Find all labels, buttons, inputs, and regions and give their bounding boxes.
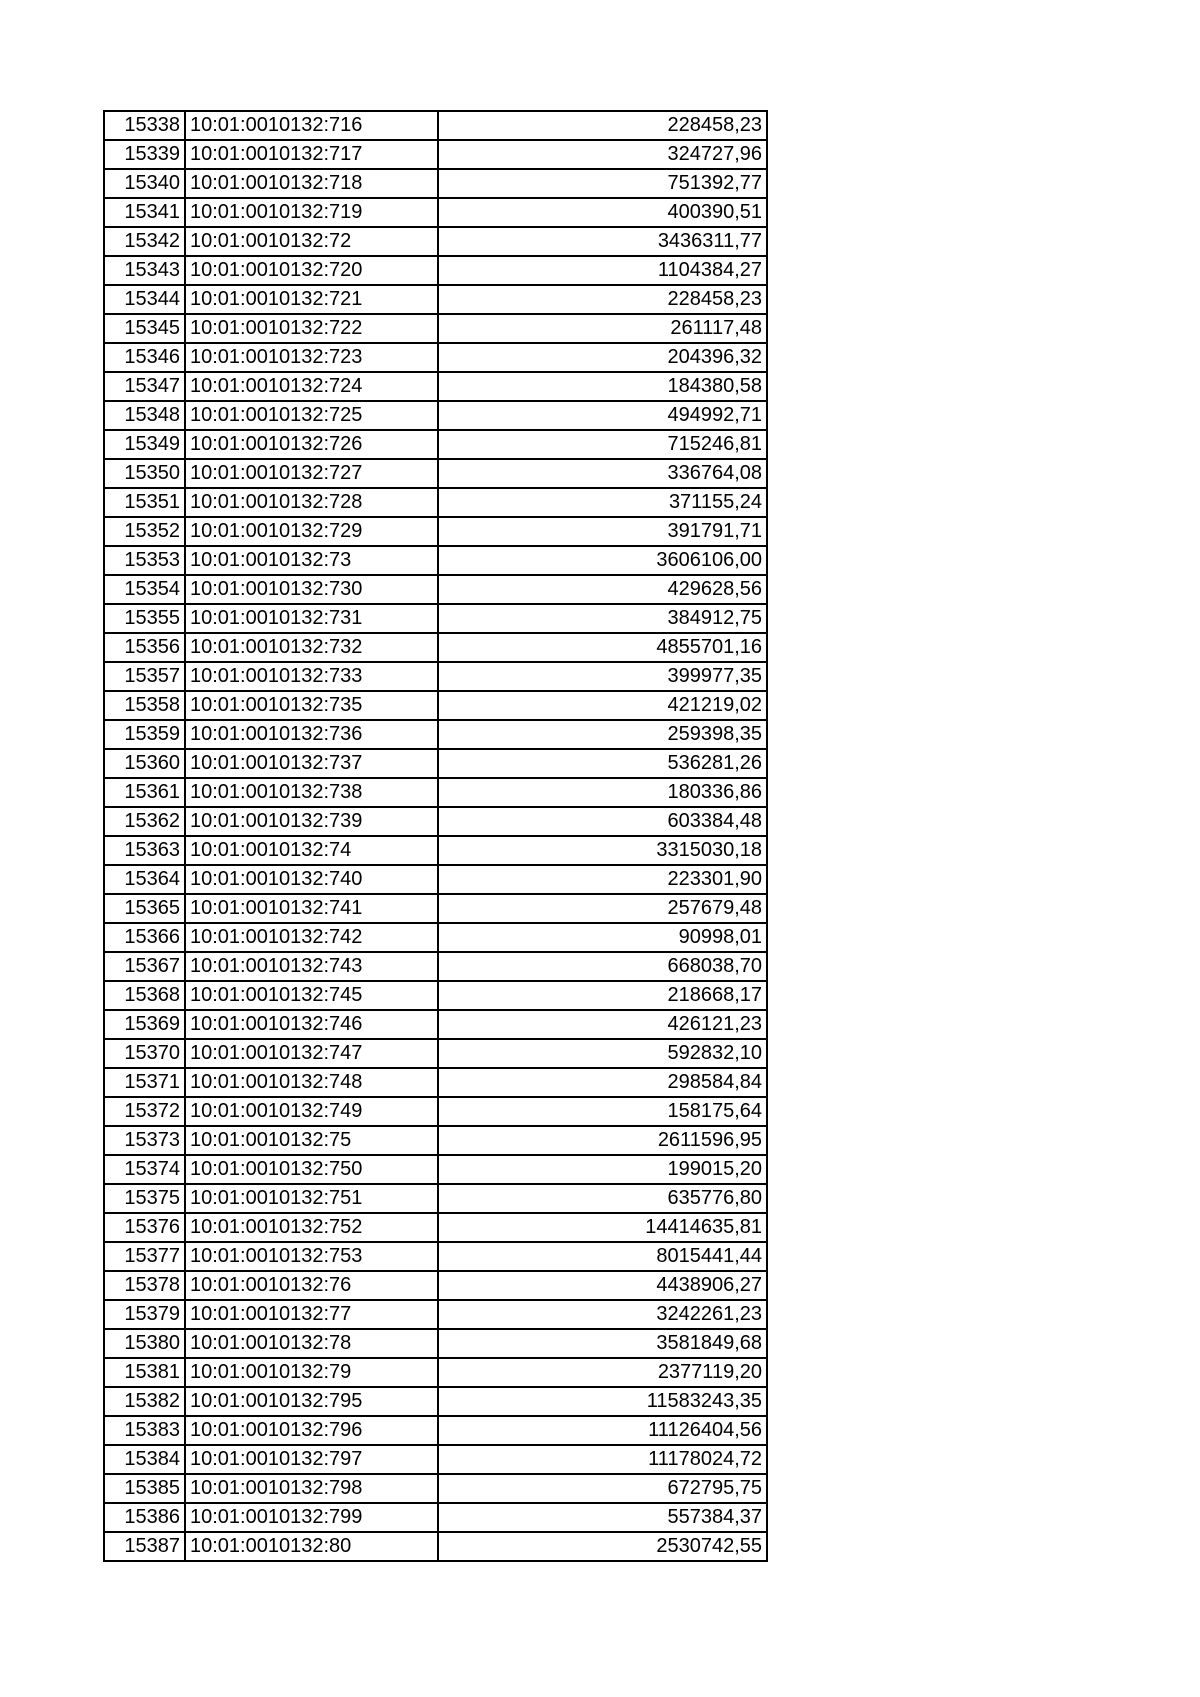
row-number-cell: 15363 bbox=[104, 836, 185, 865]
row-number-cell: 15345 bbox=[104, 314, 185, 343]
cadastral-value-cell: 429628,56 bbox=[438, 575, 767, 604]
cadastral-value-cell: 218668,17 bbox=[438, 981, 767, 1010]
cadastral-value-cell: 426121,23 bbox=[438, 1010, 767, 1039]
row-number-cell: 15353 bbox=[104, 546, 185, 575]
row-number-cell: 15373 bbox=[104, 1126, 185, 1155]
row-number-cell: 15342 bbox=[104, 227, 185, 256]
table-row bbox=[104, 1242, 767, 1271]
row-number-cell: 15375 bbox=[104, 1184, 185, 1213]
cadastral-number-cell: 10:01:0010132:73 bbox=[185, 546, 438, 575]
cadastral-value-cell: 199015,20 bbox=[438, 1155, 767, 1184]
row-number-cell: 15348 bbox=[104, 401, 185, 430]
cadastral-number-cell: 10:01:0010132:730 bbox=[185, 575, 438, 604]
cadastral-value-cell: 391791,71 bbox=[438, 517, 767, 546]
table-row bbox=[104, 575, 767, 604]
cadastral-number-cell: 10:01:0010132:742 bbox=[185, 923, 438, 952]
cadastral-value-cell: 14414635,81 bbox=[438, 1213, 767, 1242]
cadastral-value-cell: 3436311,77 bbox=[438, 227, 767, 256]
row-number-cell: 15380 bbox=[104, 1329, 185, 1358]
row-number-cell: 15341 bbox=[104, 198, 185, 227]
cadastral-value-cell: 259398,35 bbox=[438, 720, 767, 749]
cadastral-number-cell: 10:01:0010132:740 bbox=[185, 865, 438, 894]
table-row bbox=[104, 952, 767, 981]
cadastral-number-cell: 10:01:0010132:718 bbox=[185, 169, 438, 198]
table-row bbox=[104, 459, 767, 488]
cadastral-number-cell: 10:01:0010132:724 bbox=[185, 372, 438, 401]
row-number-cell: 15344 bbox=[104, 285, 185, 314]
cadastral-value-cell: 635776,80 bbox=[438, 1184, 767, 1213]
table-row bbox=[104, 836, 767, 865]
cadastral-value-cell: 751392,77 bbox=[438, 169, 767, 198]
row-number-cell: 15384 bbox=[104, 1445, 185, 1474]
table-row bbox=[104, 894, 767, 923]
cadastral-number-cell: 10:01:0010132:795 bbox=[185, 1387, 438, 1416]
row-number-cell: 15338 bbox=[104, 111, 185, 140]
row-number-cell: 15366 bbox=[104, 923, 185, 952]
table-row bbox=[104, 1271, 767, 1300]
table-row bbox=[104, 314, 767, 343]
cadastral-number-cell: 10:01:0010132:74 bbox=[185, 836, 438, 865]
table-row bbox=[104, 1039, 767, 1068]
cadastral-number-cell: 10:01:0010132:797 bbox=[185, 1445, 438, 1474]
cadastral-number-cell: 10:01:0010132:729 bbox=[185, 517, 438, 546]
cadastral-number-cell: 10:01:0010132:722 bbox=[185, 314, 438, 343]
cadastral-value-cell: 184380,58 bbox=[438, 372, 767, 401]
row-number-cell: 15385 bbox=[104, 1474, 185, 1503]
table-row bbox=[104, 1010, 767, 1039]
cadastral-number-cell: 10:01:0010132:727 bbox=[185, 459, 438, 488]
row-number-cell: 15379 bbox=[104, 1300, 185, 1329]
cadastral-number-cell: 10:01:0010132:77 bbox=[185, 1300, 438, 1329]
cadastral-value-cell: 603384,48 bbox=[438, 807, 767, 836]
row-number-cell: 15360 bbox=[104, 749, 185, 778]
cadastral-number-cell: 10:01:0010132:753 bbox=[185, 1242, 438, 1271]
cadastral-number-cell: 10:01:0010132:80 bbox=[185, 1532, 438, 1561]
table-row bbox=[104, 1300, 767, 1329]
cadastral-value-cell: 4438906,27 bbox=[438, 1271, 767, 1300]
table-row bbox=[104, 111, 767, 140]
table-row bbox=[104, 1503, 767, 1532]
table-row bbox=[104, 1445, 767, 1474]
row-number-cell: 15372 bbox=[104, 1097, 185, 1126]
cadastral-number-cell: 10:01:0010132:798 bbox=[185, 1474, 438, 1503]
table-row bbox=[104, 720, 767, 749]
row-number-cell: 15386 bbox=[104, 1503, 185, 1532]
table-row bbox=[104, 1416, 767, 1445]
table-row bbox=[104, 923, 767, 952]
row-number-cell: 15370 bbox=[104, 1039, 185, 1068]
table-row bbox=[104, 1097, 767, 1126]
cadastral-number-cell: 10:01:0010132:796 bbox=[185, 1416, 438, 1445]
table-row bbox=[104, 227, 767, 256]
cadastral-value-cell: 158175,64 bbox=[438, 1097, 767, 1126]
row-number-cell: 15365 bbox=[104, 894, 185, 923]
cadastral-number-cell: 10:01:0010132:720 bbox=[185, 256, 438, 285]
cadastral-number-cell: 10:01:0010132:746 bbox=[185, 1010, 438, 1039]
row-number-cell: 15354 bbox=[104, 575, 185, 604]
table-row bbox=[104, 633, 767, 662]
cadastral-number-cell: 10:01:0010132:752 bbox=[185, 1213, 438, 1242]
table-body bbox=[104, 111, 767, 1561]
cadastral-value-cell: 557384,37 bbox=[438, 1503, 767, 1532]
table-row bbox=[104, 1068, 767, 1097]
cadastral-number-cell: 10:01:0010132:741 bbox=[185, 894, 438, 923]
cadastral-value-cell: 536281,26 bbox=[438, 749, 767, 778]
cadastral-value-cell: 11583243,35 bbox=[438, 1387, 767, 1416]
row-number-cell: 15367 bbox=[104, 952, 185, 981]
table-row bbox=[104, 1387, 767, 1416]
table-row bbox=[104, 256, 767, 285]
cadastral-number-cell: 10:01:0010132:78 bbox=[185, 1329, 438, 1358]
cadastral-value-cell: 336764,08 bbox=[438, 459, 767, 488]
table-row bbox=[104, 1329, 767, 1358]
row-number-cell: 15356 bbox=[104, 633, 185, 662]
table-row bbox=[104, 285, 767, 314]
row-number-cell: 15371 bbox=[104, 1068, 185, 1097]
row-number-cell: 15374 bbox=[104, 1155, 185, 1184]
row-number-cell: 15349 bbox=[104, 430, 185, 459]
table-row bbox=[104, 1358, 767, 1387]
cadastral-value-cell: 2530742,55 bbox=[438, 1532, 767, 1561]
cadastral-number-cell: 10:01:0010132:732 bbox=[185, 633, 438, 662]
cadastral-value-cell: 3581849,68 bbox=[438, 1329, 767, 1358]
cadastral-value-cell: 324727,96 bbox=[438, 140, 767, 169]
cadastral-value-cell: 11178024,72 bbox=[438, 1445, 767, 1474]
cadastral-value-cell: 400390,51 bbox=[438, 198, 767, 227]
table-row bbox=[104, 1474, 767, 1503]
cadastral-number-cell: 10:01:0010132:735 bbox=[185, 691, 438, 720]
cadastral-number-cell: 10:01:0010132:747 bbox=[185, 1039, 438, 1068]
cadastral-value-cell: 3242261,23 bbox=[438, 1300, 767, 1329]
row-number-cell: 15346 bbox=[104, 343, 185, 372]
row-number-cell: 15359 bbox=[104, 720, 185, 749]
cadastral-value-cell: 8015441,44 bbox=[438, 1242, 767, 1271]
table-row bbox=[104, 662, 767, 691]
cadastral-value-cell: 668038,70 bbox=[438, 952, 767, 981]
row-number-cell: 15352 bbox=[104, 517, 185, 546]
row-number-cell: 15351 bbox=[104, 488, 185, 517]
row-number-cell: 15377 bbox=[104, 1242, 185, 1271]
cadastral-value-cell: 228458,23 bbox=[438, 111, 767, 140]
cadastral-number-cell: 10:01:0010132:739 bbox=[185, 807, 438, 836]
cadastral-value-cell: 672795,75 bbox=[438, 1474, 767, 1503]
row-number-cell: 15369 bbox=[104, 1010, 185, 1039]
row-number-cell: 15339 bbox=[104, 140, 185, 169]
cadastral-value-cell: 3606106,00 bbox=[438, 546, 767, 575]
cadastral-value-cell: 257679,48 bbox=[438, 894, 767, 923]
cadastral-number-cell: 10:01:0010132:751 bbox=[185, 1184, 438, 1213]
table-row bbox=[104, 517, 767, 546]
table-row bbox=[104, 691, 767, 720]
cadastral-value-cell: 261117,48 bbox=[438, 314, 767, 343]
cadastral-number-cell: 10:01:0010132:716 bbox=[185, 111, 438, 140]
cadastral-value-cell: 421219,02 bbox=[438, 691, 767, 720]
cadastral-value-cell: 4855701,16 bbox=[438, 633, 767, 662]
cadastral-number-cell: 10:01:0010132:725 bbox=[185, 401, 438, 430]
cadastral-value-cell: 399977,35 bbox=[438, 662, 767, 691]
cadastral-number-cell: 10:01:0010132:717 bbox=[185, 140, 438, 169]
row-number-cell: 15381 bbox=[104, 1358, 185, 1387]
row-number-cell: 15364 bbox=[104, 865, 185, 894]
table-row bbox=[104, 778, 767, 807]
row-number-cell: 15383 bbox=[104, 1416, 185, 1445]
cadastral-number-cell: 10:01:0010132:743 bbox=[185, 952, 438, 981]
table-row bbox=[104, 1126, 767, 1155]
cadastral-number-cell: 10:01:0010132:799 bbox=[185, 1503, 438, 1532]
cadastral-number-cell: 10:01:0010132:721 bbox=[185, 285, 438, 314]
cadastral-value-cell: 228458,23 bbox=[438, 285, 767, 314]
cadastral-number-cell: 10:01:0010132:726 bbox=[185, 430, 438, 459]
cadastral-number-cell: 10:01:0010132:72 bbox=[185, 227, 438, 256]
cadastral-number-cell: 10:01:0010132:748 bbox=[185, 1068, 438, 1097]
cadastral-number-cell: 10:01:0010132:749 bbox=[185, 1097, 438, 1126]
table-row bbox=[104, 372, 767, 401]
cadastral-number-cell: 10:01:0010132:736 bbox=[185, 720, 438, 749]
cadastral-value-cell: 2611596,95 bbox=[438, 1126, 767, 1155]
row-number-cell: 15387 bbox=[104, 1532, 185, 1561]
table-row bbox=[104, 430, 767, 459]
table-row bbox=[104, 604, 767, 633]
table-row bbox=[104, 807, 767, 836]
cadastral-value-cell: 180336,86 bbox=[438, 778, 767, 807]
cadastral-value-cell: 371155,24 bbox=[438, 488, 767, 517]
cadastral-value-cell: 715246,81 bbox=[438, 430, 767, 459]
cadastral-number-cell: 10:01:0010132:723 bbox=[185, 343, 438, 372]
cadastral-value-cell: 204396,32 bbox=[438, 343, 767, 372]
cadastral-value-cell: 90998,01 bbox=[438, 923, 767, 952]
row-number-cell: 15376 bbox=[104, 1213, 185, 1242]
cadastral-number-cell: 10:01:0010132:733 bbox=[185, 662, 438, 691]
cadastral-value-cell: 3315030,18 bbox=[438, 836, 767, 865]
row-number-cell: 15382 bbox=[104, 1387, 185, 1416]
cadastral-number-cell: 10:01:0010132:719 bbox=[185, 198, 438, 227]
table-row bbox=[104, 140, 767, 169]
table-row bbox=[104, 981, 767, 1010]
cadastral-value-cell: 11126404,56 bbox=[438, 1416, 767, 1445]
cadastral-number-cell: 10:01:0010132:737 bbox=[185, 749, 438, 778]
row-number-cell: 15378 bbox=[104, 1271, 185, 1300]
table-row bbox=[104, 1213, 767, 1242]
cadastral-number-cell: 10:01:0010132:75 bbox=[185, 1126, 438, 1155]
cadastral-value-cell: 592832,10 bbox=[438, 1039, 767, 1068]
cadastral-number-cell: 10:01:0010132:728 bbox=[185, 488, 438, 517]
cadastral-value-cell: 223301,90 bbox=[438, 865, 767, 894]
table-row bbox=[104, 198, 767, 227]
row-number-cell: 15368 bbox=[104, 981, 185, 1010]
row-number-cell: 15362 bbox=[104, 807, 185, 836]
row-number-cell: 15357 bbox=[104, 662, 185, 691]
table-row bbox=[104, 1155, 767, 1184]
cadastral-value-cell: 2377119,20 bbox=[438, 1358, 767, 1387]
cadastral-value-cell: 494992,71 bbox=[438, 401, 767, 430]
table-row bbox=[104, 1532, 767, 1561]
cadastral-value-cell: 298584,84 bbox=[438, 1068, 767, 1097]
table-row bbox=[104, 343, 767, 372]
row-number-cell: 15358 bbox=[104, 691, 185, 720]
cadastral-number-cell: 10:01:0010132:731 bbox=[185, 604, 438, 633]
row-number-cell: 15355 bbox=[104, 604, 185, 633]
row-number-cell: 15347 bbox=[104, 372, 185, 401]
cadastral-value-cell: 1104384,27 bbox=[438, 256, 767, 285]
row-number-cell: 15350 bbox=[104, 459, 185, 488]
row-number-cell: 15343 bbox=[104, 256, 185, 285]
row-number-cell: 15340 bbox=[104, 169, 185, 198]
table-row bbox=[104, 865, 767, 894]
cadastral-number-cell: 10:01:0010132:738 bbox=[185, 778, 438, 807]
cadastral-value-cell: 384912,75 bbox=[438, 604, 767, 633]
table-row bbox=[104, 749, 767, 778]
cadastral-value-table bbox=[103, 110, 768, 1562]
table-row bbox=[104, 546, 767, 575]
table-row bbox=[104, 1184, 767, 1213]
cadastral-number-cell: 10:01:0010132:750 bbox=[185, 1155, 438, 1184]
row-number-cell: 15361 bbox=[104, 778, 185, 807]
cadastral-number-cell: 10:01:0010132:745 bbox=[185, 981, 438, 1010]
table-row bbox=[104, 169, 767, 198]
cadastral-number-cell: 10:01:0010132:76 bbox=[185, 1271, 438, 1300]
table-row bbox=[104, 488, 767, 517]
table-row bbox=[104, 401, 767, 430]
cadastral-number-cell: 10:01:0010132:79 bbox=[185, 1358, 438, 1387]
